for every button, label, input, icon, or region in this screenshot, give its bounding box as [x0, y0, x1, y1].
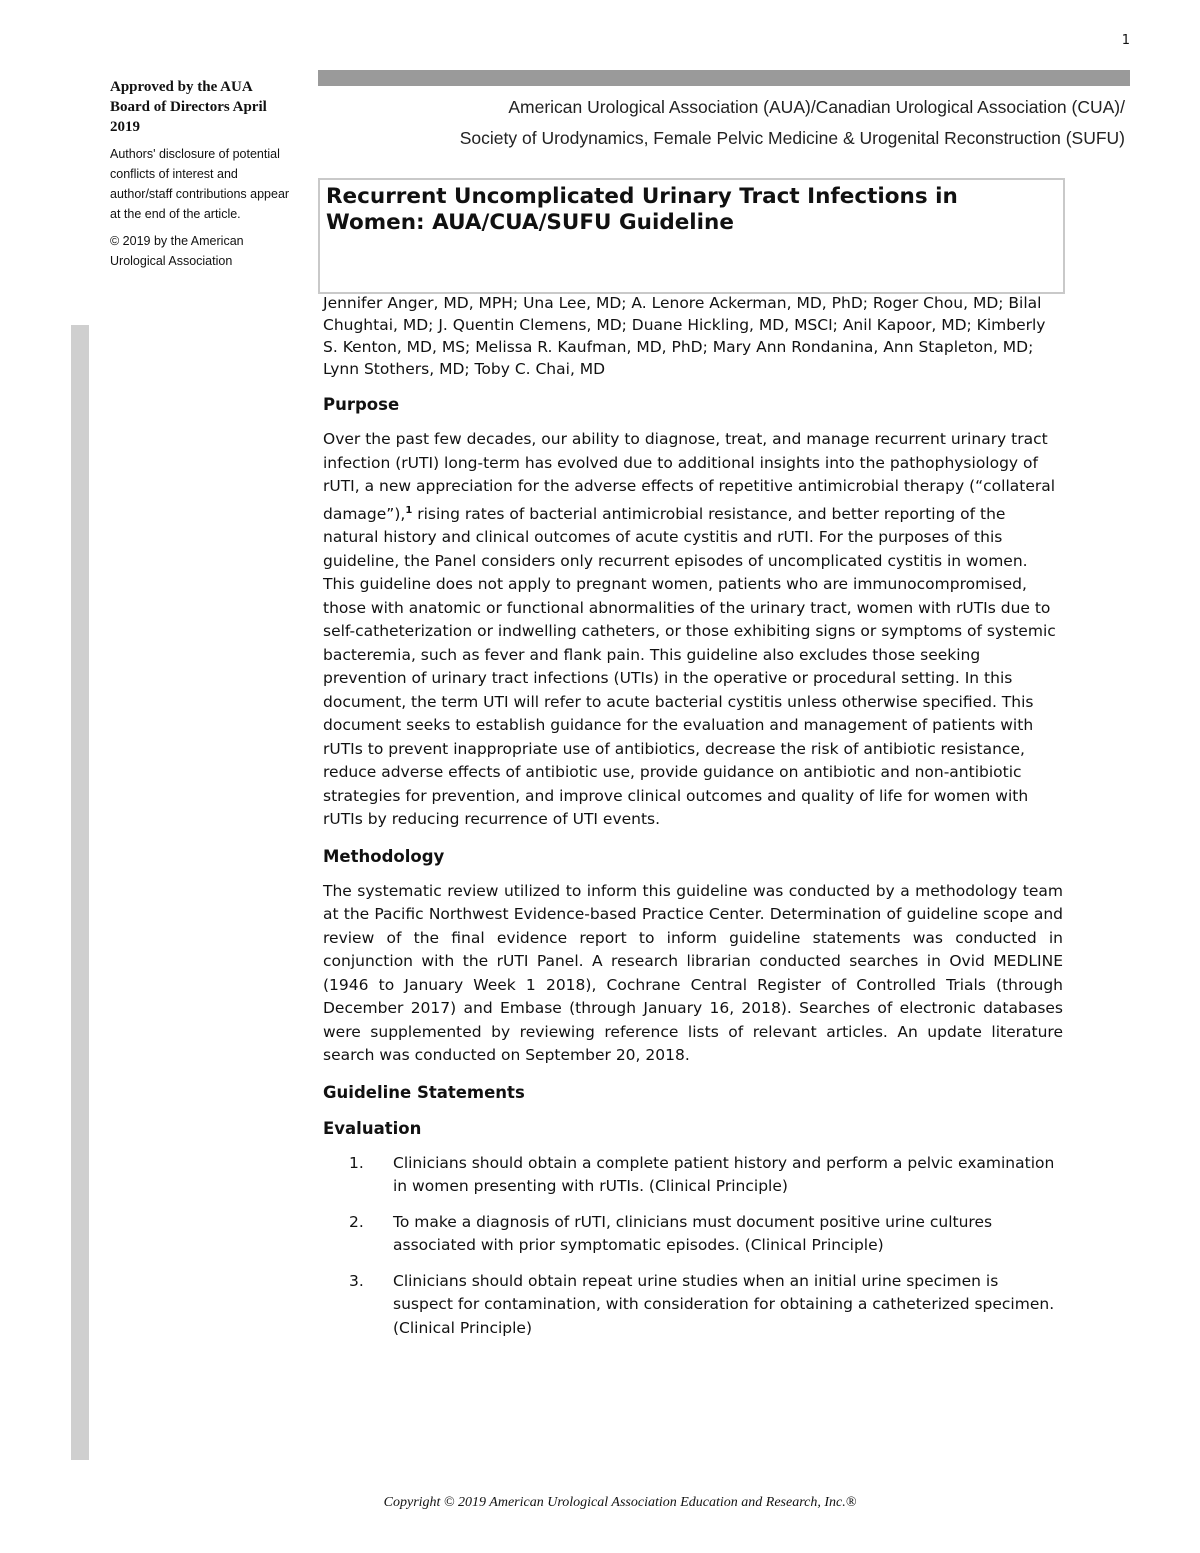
sidebar: [110, 77, 295, 271]
list-item: [323, 1270, 1063, 1341]
sidebar-copyright: © 2019 by the American Urological Association: [110, 234, 244, 268]
author-list: Jennifer Anger, MD, MPH; Una Lee, MD; A. Lenore Ackerman, MD, PhD; Roger Chou, MD; Bilal Chughtai, MD; J. Quentin Clemens, MD; Duane Hickling, MD, MSCI; Anil Kapoor, MD; Kimberly S. Kenton, MD, MS; Melissa R. Kaufman, MD, PhD; Mary Ann Rondanina, Ann Stapleton, MD; Lynn Stothers, MD; Toby C. Chai, MD: [323, 294, 1046, 378]
list-item-number: 3.: [349, 1271, 364, 1290]
evaluation-statements: [323, 1152, 1063, 1341]
association-line-2: Society of Urodynamics, Female Pelvic Medicine & Urogenital Reconstruction (SUFU): [459, 128, 1125, 148]
purpose-text: [323, 428, 1063, 832]
list-item-number: 1.: [349, 1153, 364, 1172]
list-item-text: To make a diagnosis of rUTI, clinicians must document positive urine cultures associated with prior symptomatic episodes. (Clinical Principle): [393, 1212, 993, 1255]
methodology-text: The systematic review utilized to inform this guideline was conducted by a methodology team at the Pacific Northwest Evidence-based Practice Center. Determination of guideline scope and review of the final evidence report to inform guideline statements was conducted in conjunction with the rUTI Panel. A research librarian conducted searches in Ovid MEDLINE (1946 to January Week 1 2018), Cochrane Central Register of Controlled Trials (through December 2017) and Embase (through January 16, 2018). Searches of electronic databases were supplemented by reviewing reference lists of relevant articles. An update literature search was conducted on September 20, 2018.: [323, 881, 1063, 1065]
list-item: [323, 1211, 1063, 1258]
methodology-heading: Methodology: [323, 846, 445, 866]
purpose-heading: Purpose: [323, 395, 400, 414]
purpose-text-part-2: rising rates of bacterial antimicrobial resistance, and better reporting of the natural history and clinical outcomes of acute cystitis and rUTI. For the purposes of this guideline, the Panel considers only recurrent episodes of uncomplicated cystitis in women. This guideline does not apply to pregnant women, patients who are immunocompromised, those with anatomic or functional abnormalities of the urinary tract, women with rUTIs due to self-catheterization or indwelling catheters, or those exhibiting signs or symptoms of systemic bacteremia, such as fever and flank pain. This guideline also excludes those seeking prevention of urinary tract infections (UTIs) in the operative or procedural setting. In this document, the term UTI will refer to acute bacterial cystitis unless otherwise specified. This document seeks to establish guidance for the evaluation and management of patients with rUTIs to prevent inappropriate use of antibiotics, decrease the risk of antibiotic resistance, reduce adverse effects of antibiotic use, provide guidance on antibiotic and non-antibiotic strategies for prevention, and improve clinical outcomes and quality of life for women with rUTIs by reducing recurrence of UTI events.: [323, 504, 1056, 829]
association-header: [318, 92, 1125, 154]
purpose-text-part-1: Over the past few decades, our ability to diagnose, treat, and manage recurrent urinary tract infection (rUTI) long-term has evolved due to additional insights into the pathophysiology of rUTI, a new appreciation for the adverse effects of repetitive antimicrobial therapy (“collateral damage”),: [323, 430, 1056, 523]
guideline-statements-heading: Guideline Statements: [323, 1082, 525, 1102]
title-box: [318, 178, 1065, 294]
reference-superscript: 1: [405, 504, 413, 516]
sidebar-decorative-bar: [71, 325, 89, 1460]
list-item-text: Clinicians should obtain repeat urine studies when an initial urine specimen is suspect for contamination, with consideration for obtaining a catheterized specimen. (Clinical Principle): [393, 1271, 1055, 1337]
page-number: 1: [1121, 33, 1130, 48]
disclosure-note: Authors' disclosure of potential conflicts of interest and author/staff contributions appear at the end of the article.: [110, 147, 290, 221]
evaluation-heading: Evaluation: [323, 1118, 422, 1138]
association-line-1: American Urological Association (AUA)/Canadian Urological Association (CUA)/: [508, 97, 1125, 117]
list-item-text: Clinicians should obtain a complete patient history and perform a pelvic examination in women presenting with rUTIs. (Clinical Principle): [393, 1153, 1055, 1196]
list-item-number: 2.: [349, 1212, 364, 1231]
document-title: Recurrent Uncomplicated Urinary Tract Infections in Women: AUA/CUA/SUFU Guideline: [326, 184, 958, 235]
list-item: [323, 1152, 1063, 1199]
approval-note: Approved by the AUA Board of Directors April 2019: [110, 79, 267, 135]
main-content: [323, 292, 1063, 1352]
header-rule: [318, 70, 1130, 86]
footer-copyright: Copyright © 2019 American Urological Association Education and Research, Inc.®: [383, 1495, 857, 1510]
